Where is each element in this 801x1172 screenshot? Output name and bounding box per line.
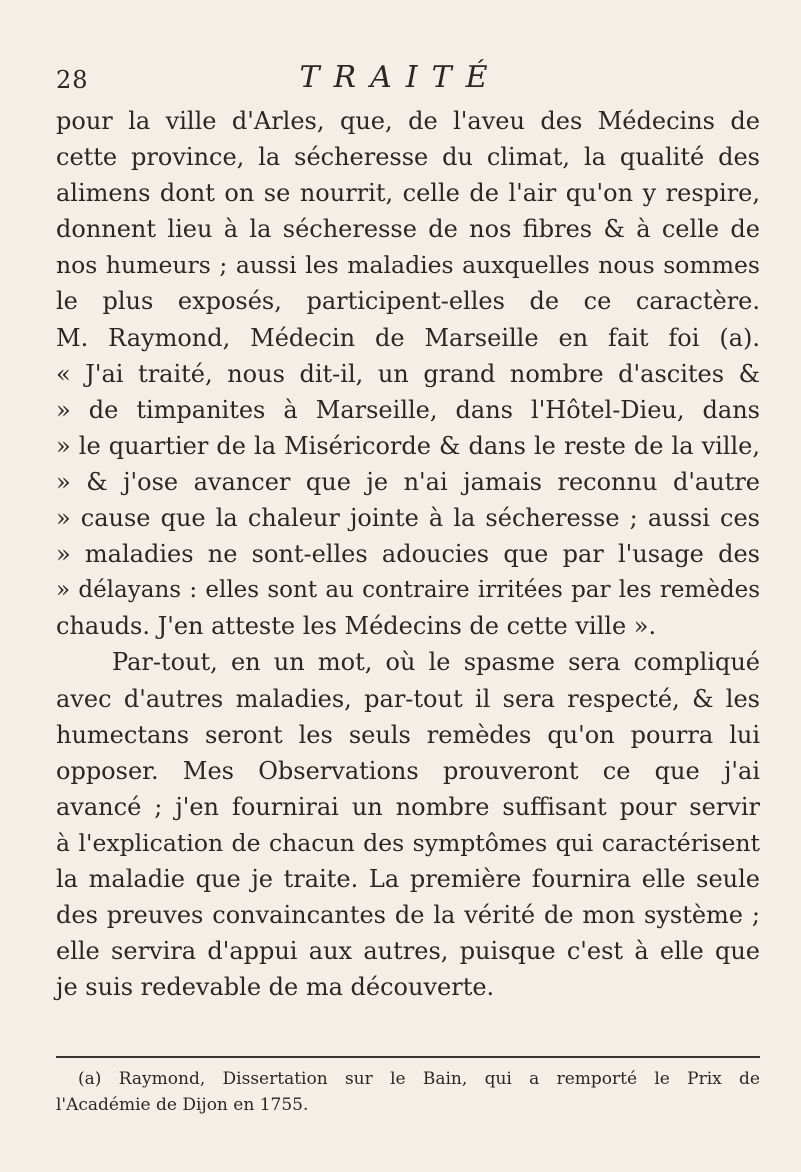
page-number: 28 bbox=[56, 66, 89, 94]
quote-line: » de timpanites à Marseille, dans l'Hôtel-Dieu, dans bbox=[56, 395, 760, 424]
quote-line: » délayans : elles sont au contraire irritées par les remèdes bbox=[56, 577, 760, 604]
footnote-rule bbox=[56, 1056, 760, 1058]
text-line: opposer. Mes Observations prouveront ce que j'ai bbox=[56, 756, 760, 785]
text-line: à l'explication de chacun des symptômes qui caractérisent bbox=[56, 828, 760, 857]
quote-line: » le quartier de la Miséricorde & dans le reste de la ville, bbox=[56, 431, 760, 460]
text-line: nos humeurs ; aussi les maladies auxquelles nous sommes bbox=[56, 251, 760, 280]
quote-line: chauds. J'en atteste les Médecins de cette ville ». bbox=[56, 612, 657, 641]
footnote bbox=[56, 1066, 760, 1118]
quote-line: » cause que la chaleur jointe à la sécheresse ; aussi ces bbox=[56, 504, 760, 533]
body-text bbox=[56, 103, 760, 1005]
text-line: cette province, la sécheresse du climat, la qualité des bbox=[56, 143, 760, 172]
running-head: TRAITÉ bbox=[299, 60, 502, 95]
text-line: la maladie que je traite. La première fournira elle seule bbox=[56, 864, 760, 893]
paragraph-start-line: Par-tout, en un mot, où le spasme sera compliqué bbox=[112, 648, 760, 677]
text-line: le plus exposés, participent-elles de ce caractère. bbox=[56, 287, 760, 316]
text-line: humectans seront les seuls remèdes qu'on pourra lui bbox=[56, 720, 760, 749]
text-line: M. Raymond, Médecin de Marseille en fait foi (a). bbox=[56, 323, 760, 352]
text-line: donnent lieu à la sécheresse de nos fibres & à celle de bbox=[56, 215, 760, 244]
text-line: elle servira d'appui aux autres, puisque c'est à elle que bbox=[56, 937, 760, 966]
footnote-line: l'Académie de Dijon en 1755. bbox=[56, 1095, 309, 1115]
text-line: alimens dont on se nourrit, celle de l'air qu'on y respire, bbox=[56, 179, 760, 208]
quote-line: « J'ai traité, nous dit-il, un grand nombre d'ascites & bbox=[56, 359, 760, 388]
text-line: avancé ; j'en fournirai un nombre suffisant pour servir bbox=[56, 792, 760, 821]
text-line: avec d'autres maladies, par-tout il sera respecté, & les bbox=[56, 684, 760, 713]
footnote-line: (a) Raymond, Dissertation sur le Bain, qui a remporté le Prix de bbox=[78, 1069, 760, 1089]
text-line: je suis redevable de ma découverte. bbox=[56, 973, 495, 1002]
quote-line: » maladies ne sont-elles adoucies que par l'usage des bbox=[56, 540, 760, 569]
text-line: pour la ville d'Arles, que, de l'aveu des Médecins de bbox=[56, 107, 760, 135]
text-line: des preuves convaincantes de la vérité de mon système ; bbox=[56, 901, 760, 930]
quote-line: » & j'ose avancer que je n'ai jamais reconnu d'autre bbox=[56, 467, 760, 496]
